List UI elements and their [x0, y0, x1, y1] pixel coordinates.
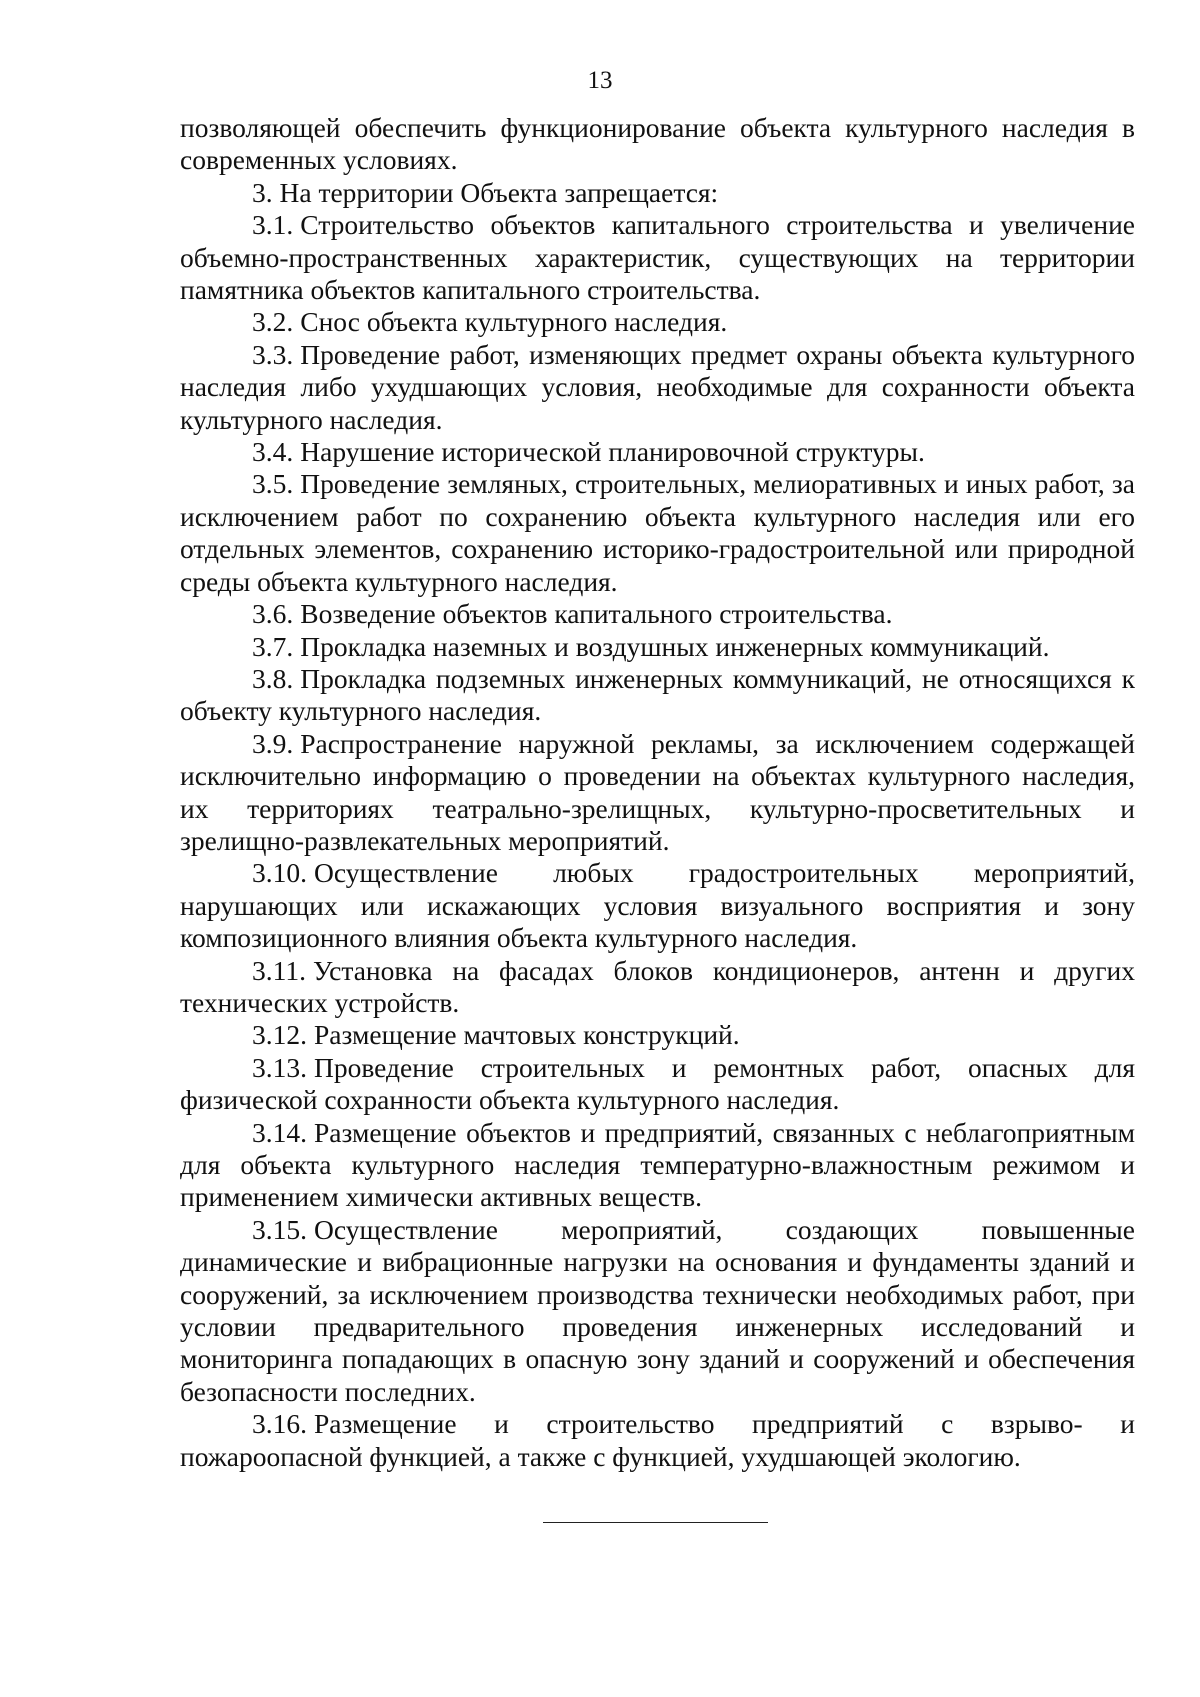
- clause-3-1: [180, 209, 1135, 306]
- clause-number: 3.12.: [252, 1019, 307, 1051]
- clause-text: Проведение земляных, строительных, мелиоративных и иных работ, за исключением работ по сохранению объекта культурного наследия или его отдельных элементов, сохранению историко-градостроительной или природной среды объекта культурного наследия.: [180, 468, 1135, 597]
- clause-3-3: [180, 339, 1135, 436]
- clause-text: Строительство объектов капитального строительства и увеличение объемно-пространственных характеристик, существующих на территории памятника объектов капитального строительства.: [180, 209, 1135, 306]
- clause-text: Проведение работ, изменяющих предмет охраны объекта культурного наследия либо ухудшающих условия, необходимые для сохранности объекта культурного наследия.: [180, 338, 1135, 435]
- clause-3-11: [180, 955, 1135, 1020]
- paragraph-text: позволяющей обеспечить функционирование объекта культурного наследия в современных условиях.: [180, 112, 1135, 176]
- section-heading-paragraph: [180, 177, 1135, 209]
- clause-text: Прокладка наземных и воздушных инженерных коммуникаций.: [300, 630, 1050, 662]
- clause-number: 3.11.: [252, 954, 306, 986]
- clause-3-5: [180, 468, 1135, 598]
- clause-number: 3.15.: [252, 1213, 307, 1245]
- clause-text: Осуществление мероприятий, создающих повышенные динамические и вибрационные нагрузки на основания и фундаменты зданий и сооружений, за исключением производства технически необходимых работ, при условии предварительного проведения инженерных исследований и мониторинга попадающих в опасную зону зданий и сооружений и обеспечения безопасности последних.: [180, 1213, 1135, 1407]
- clause-number: 3.13.: [252, 1051, 307, 1083]
- clause-number: 3.14.: [252, 1116, 307, 1148]
- clause-3-13: [180, 1052, 1135, 1117]
- end-of-document-rule: [543, 1522, 768, 1523]
- clause-3-10: [180, 857, 1135, 954]
- clause-number: 3.9.: [252, 727, 294, 759]
- page-number: 13: [587, 67, 613, 94]
- paragraph-text: 3. На территории Объекта запрещается:: [252, 176, 719, 208]
- clause-number: 3.6.: [252, 598, 294, 630]
- clause-number: 3.4.: [252, 436, 294, 468]
- clause-3-14: [180, 1117, 1135, 1214]
- clause-3-15: [180, 1214, 1135, 1408]
- clause-3-6: [180, 598, 1135, 630]
- clause-number: 3.7.: [252, 630, 294, 662]
- clause-3-4: [180, 436, 1135, 468]
- clause-text: Размещение объектов и предприятий, связанных с неблагоприятным для объекта культурного наследия температурно-влажностным режимом и применением химически активных веществ.: [180, 1116, 1135, 1213]
- clause-text: Размещение и строительство предприятий с взрыво- и пожароопасной функцией, а также с функцией, ухудшающей экологию.: [180, 1408, 1135, 1472]
- clause-text: Снос объекта культурного наследия.: [300, 306, 728, 338]
- clause-text: Нарушение исторической планировочной структуры.: [300, 436, 925, 468]
- clause-text: Прокладка подземных инженерных коммуникаций, не относящихся к объекту культурного наследия.: [180, 662, 1135, 727]
- clause-3-7: [180, 631, 1135, 663]
- clause-number: 3.1.: [252, 209, 294, 241]
- clause-3-12: [180, 1019, 1135, 1051]
- clause-number: 3.5.: [252, 468, 294, 500]
- clause-number: 3.10.: [252, 857, 307, 889]
- clause-number: 3.8.: [252, 662, 294, 694]
- clause-3-8: [180, 663, 1135, 728]
- continued-paragraph: [180, 112, 1135, 177]
- clause-text: Размещение мачтовых конструкций.: [314, 1019, 740, 1051]
- clause-number: 3.2.: [252, 306, 294, 338]
- clause-number: 3.16.: [252, 1408, 307, 1440]
- document-body: [180, 112, 1135, 1473]
- clause-text: Проведение строительных и ремонтных работ, опасных для физической сохранности объекта культурного наследия.: [180, 1051, 1135, 1116]
- clause-3-2: [180, 306, 1135, 338]
- clause-text: Осуществление любых градостроительных мероприятий, нарушающих или искажающих условия визуального восприятия и зону композиционного влияния объекта культурного наследия.: [180, 857, 1135, 954]
- clause-3-16: [180, 1408, 1135, 1473]
- clause-text: Возведение объектов капитального строительства.: [300, 598, 893, 630]
- clause-text: Распространение наружной рекламы, за исключением содержащей исключительно информацию о проведении на объектах культурного наследия, их территориях театрально-зрелищных, культурно-просветительных и зрелищно-развлекательных мероприятий.: [180, 727, 1135, 856]
- clause-text: Установка на фасадах блоков кондиционеров, антенн и других технических устройств.: [180, 954, 1135, 1018]
- clause-3-9: [180, 728, 1135, 858]
- clause-number: 3.3.: [252, 338, 294, 370]
